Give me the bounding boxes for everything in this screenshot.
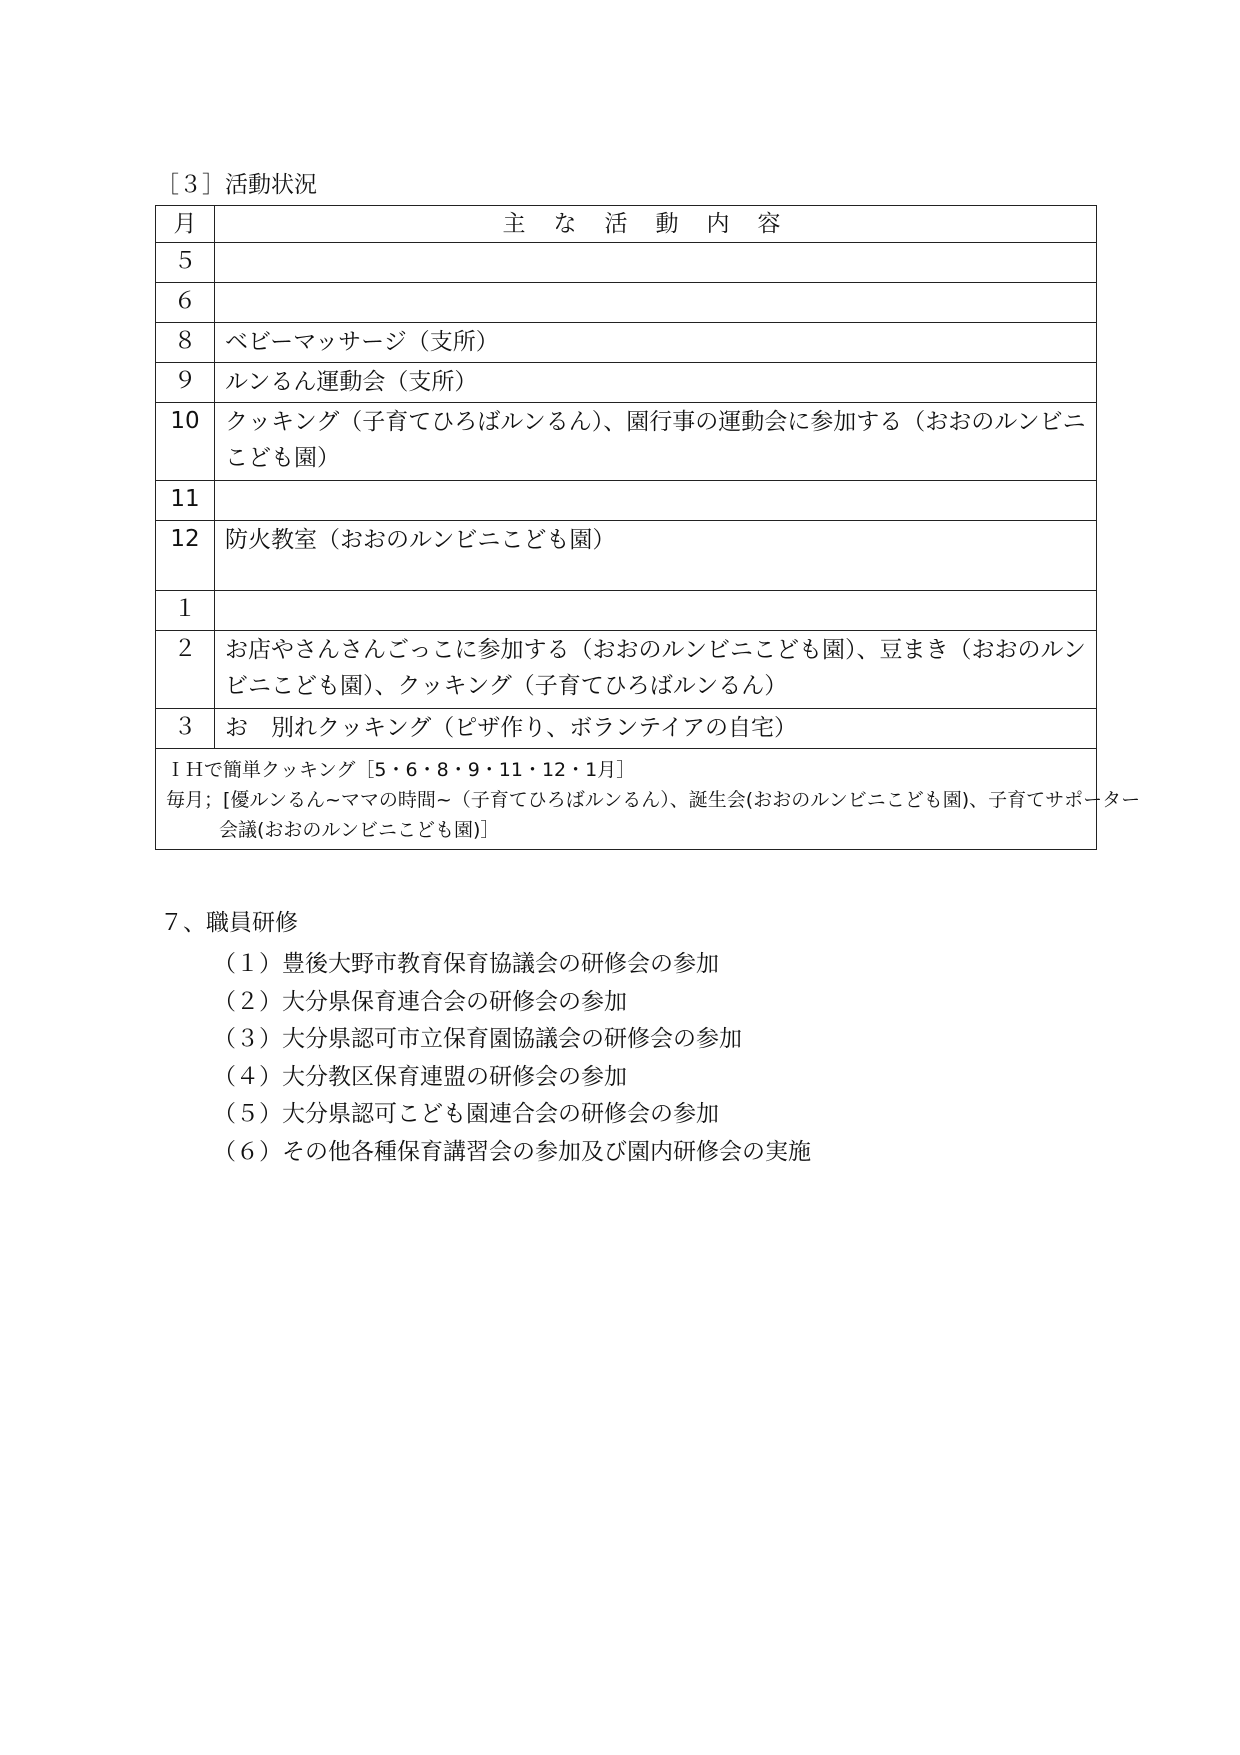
row-content: ルンるん運動会（支所） xyxy=(215,363,1097,403)
list-item: （４）大分教区保育連盟の研修会の参加 xyxy=(213,1063,627,1090)
note-line-ih-cooking: ＩＨで簡単クッキング［5・6・8・9・11・12・1月］ xyxy=(166,759,636,781)
table-row xyxy=(156,323,1097,363)
row-month: 11 xyxy=(156,481,215,521)
activity-status-heading: ［３］活動状況 xyxy=(156,172,317,198)
note-line-monthly-continued: 会議(おおのルンビニこども園)］ xyxy=(219,819,500,841)
table-row xyxy=(156,521,1097,591)
table-row xyxy=(156,283,1097,323)
row-content xyxy=(215,591,1097,631)
staff-training-heading: ７、職員研修 xyxy=(160,910,298,936)
table-row xyxy=(156,243,1097,283)
row-content xyxy=(215,283,1097,323)
row-month: ３ xyxy=(156,709,215,749)
row-month: 12 xyxy=(156,521,215,591)
table-row xyxy=(156,363,1097,403)
row-content xyxy=(215,243,1097,283)
note-line-monthly: 毎月；[優ルンるん~ママの時間~（子育てひろばルンるん）、誕生会(おおのルンビニこども園)、子育てサポーター xyxy=(166,789,1141,811)
header-month: 月 xyxy=(156,206,215,243)
table-header-row xyxy=(156,206,1097,243)
row-content: ベビーマッサージ（支所） xyxy=(215,323,1097,363)
table-row xyxy=(156,709,1097,749)
row-content: クッキング（子育てひろばルンるん）、園行事の運動会に参加する（おおのルンビニこども園） xyxy=(215,403,1097,481)
row-content: 防火教室（おおのルンビニこども園） xyxy=(215,521,1097,591)
activity-table xyxy=(155,205,1141,850)
row-month: 10 xyxy=(156,403,215,481)
row-month: ２ xyxy=(156,631,215,709)
row-month: ９ xyxy=(156,363,215,403)
staff-training-list xyxy=(213,946,811,1171)
list-item: （１）豊後大野市教育保育協議会の研修会の参加 xyxy=(213,951,719,977)
notes-cell xyxy=(156,749,1141,850)
table-row xyxy=(156,481,1097,521)
row-content: お店やさんさんごっこに参加する（おおのルンビニこども園）、豆まき（おおのルンビニこども園）、クッキング（子育てひろばルンるん） xyxy=(215,631,1097,709)
row-month: １ xyxy=(156,591,215,631)
row-month: ５ xyxy=(156,243,215,283)
header-content: 主な活動内容 xyxy=(215,206,1097,243)
table-row xyxy=(156,403,1097,481)
notes-row xyxy=(156,749,1097,850)
list-item: （３）大分県認可市立保育園協議会の研修会の参加 xyxy=(213,1026,742,1052)
list-item: （２）大分県保育連合会の研修会の参加 xyxy=(213,988,627,1015)
row-month: ８ xyxy=(156,323,215,363)
row-content xyxy=(215,481,1097,521)
list-item: （６）その他各種保育講習会の参加及び園内研修会の実施 xyxy=(213,1138,811,1165)
table-row xyxy=(156,591,1097,631)
row-month: ６ xyxy=(156,283,215,323)
list-item: （５）大分県認可こども園連合会の研修会の参加 xyxy=(213,1101,719,1127)
table-row xyxy=(156,631,1097,709)
row-content: お 別れクッキング（ピザ作り、ボランテイアの自宅） xyxy=(215,709,1097,749)
